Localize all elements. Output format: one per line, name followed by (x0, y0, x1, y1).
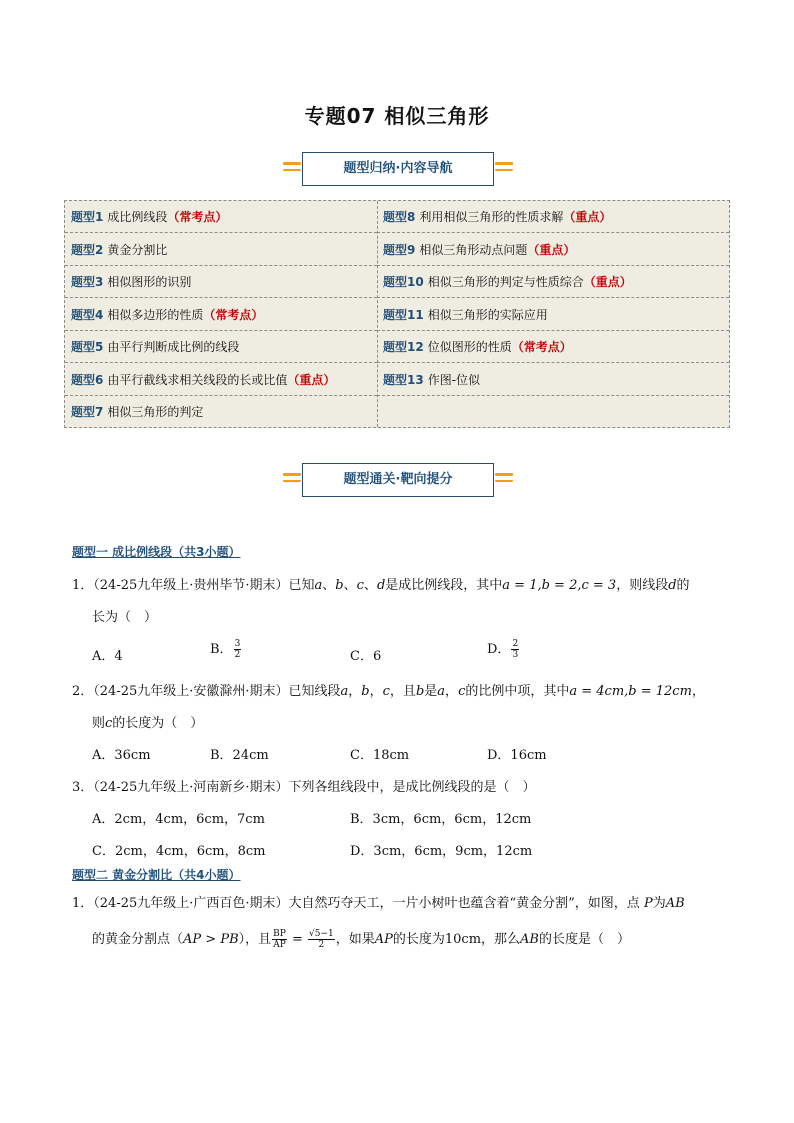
topic-tag: （重点） (563, 210, 612, 224)
option-a: A．4 (92, 649, 123, 664)
option-c: C．2cm，4cm，6cm，8cm (92, 844, 266, 859)
topic-tag: （重点） (287, 372, 336, 387)
section-banner-nav (302, 152, 494, 186)
nav-item-right-2[interactable] (377, 234, 729, 266)
topic-number: 题型4 (71, 307, 104, 322)
nav-item-left-3[interactable] (65, 266, 377, 298)
topic-number: 题型12 (383, 340, 424, 354)
nav-item-right-3[interactable] (377, 266, 729, 298)
section-heading-2: 题型二 黄金分割比（共4小题） (72, 868, 241, 882)
fraction: $\frac{2}{3}$ (512, 639, 519, 660)
topic-title: 相似三角形动点问题 (419, 242, 528, 257)
nav-item-left-6[interactable] (65, 364, 377, 396)
topic-tag: （重点） (527, 242, 576, 257)
topic-title: 相似三角形的实际应用 (427, 307, 548, 322)
fraction: $\frac{BP}{AP}$ (273, 929, 286, 950)
topic-number: 题型13 (383, 372, 424, 387)
nav-item-right-4[interactable] (377, 299, 729, 331)
banner-label: 题型通关·靶向提分 (343, 472, 453, 487)
topic-title: 相似多边形的性质 (107, 307, 204, 322)
option-c: C．6 (350, 649, 382, 664)
nav-item-left-4[interactable] (65, 299, 377, 331)
fraction: $\frac{√5-1}{2}$ (309, 929, 334, 950)
option-b: B．3cm，6cm，6cm，12cm (350, 812, 532, 827)
topic-number: 题型7 (71, 405, 104, 419)
option-a: A．36cm (92, 748, 151, 763)
nav-item-right-5[interactable] (377, 331, 729, 363)
question-1-1-line2: 长为（ ） (92, 610, 158, 625)
banner-deco-right (495, 162, 513, 175)
question-2-1-line2: 的黄金分割点（AP > PB），且 $\frac{BP}{AP}$ = $\frac{√5-1}{2}$ ，如果AP的长度为10cm，那么AB的长度是（ ） (92, 929, 631, 950)
topic-tag: （常考点） (167, 210, 228, 224)
nav-item-right-6[interactable] (377, 364, 729, 396)
option-d: D． $\frac{2}{3}$ (487, 639, 519, 660)
topic-number: 题型8 (383, 210, 416, 224)
topic-navigation-table (64, 200, 730, 428)
topic-title: 相似三角形的判定 (107, 405, 204, 419)
topic-tag: （常考点） (511, 340, 572, 354)
banner-deco-left (283, 473, 301, 486)
topic-number: 题型6 (71, 372, 104, 387)
topic-number: 题型3 (71, 275, 104, 289)
section-heading-1: 题型一 成比例线段（共3小题） (72, 545, 241, 559)
page-title: 专题07 相似三角形 (304, 104, 490, 128)
nav-item-right-1[interactable] (377, 201, 729, 233)
topic-tag: （重点） (583, 275, 632, 289)
topic-title: 由平行截线求相关线段的长或比值 (107, 372, 288, 387)
question-1-2-line2: 则c的长度为（ ） (92, 716, 204, 731)
nav-item-left-7[interactable] (65, 396, 377, 428)
topic-tag: （常考点） (203, 307, 264, 322)
topic-number: 题型11 (383, 307, 424, 322)
topic-title: 作图-位似 (427, 372, 481, 387)
nav-item-left-5[interactable] (65, 331, 377, 363)
option-d: D．16cm (487, 748, 547, 763)
topic-title: 由平行判断成比例的线段 (107, 340, 240, 354)
topic-title: 相似三角形的判定与性质综合 (427, 275, 584, 289)
banner-deco-left (283, 162, 301, 175)
topic-title: 黄金分割比 (107, 242, 168, 257)
option-c: C．18cm (350, 748, 410, 763)
question-1-2-line1: 2．（24-25九年级上·安徽滁州·期末）已知线段a，b，c，且b是a，c的比例中项，其中a = 4cm,b = 12cm， (72, 684, 705, 699)
topic-title: 相似图形的识别 (107, 275, 192, 289)
banner-deco-right (495, 473, 513, 486)
topic-number: 题型5 (71, 340, 104, 354)
option-b: B．24cm (210, 748, 269, 763)
question-1-3-line1: 3．（24-25九年级上·河南新乡·期末）下列各组线段中，是成比例线段的是（ ） (72, 780, 536, 795)
banner-label: 题型归纳·内容导航 (343, 161, 453, 176)
option-d: D．3cm，6cm，9cm，12cm (350, 844, 533, 859)
topic-title: 成比例线段 (107, 210, 168, 224)
option-a: A．2cm，4cm，6cm，7cm (92, 812, 265, 827)
topic-title: 利用相似三角形的性质求解 (419, 210, 564, 224)
question-1-1-line1: 1．（24-25九年级上·贵州毕节·期末）已知a、b、c、d是成比例线段，其中a = 1,b = 2,c = 3，则线段d的 (72, 578, 690, 593)
topic-title: 位似图形的性质 (427, 340, 512, 354)
topic-number: 题型2 (71, 242, 104, 257)
option-b: B． $\frac{3}{2}$ (210, 639, 241, 660)
question-2-1-line1: 1．（24-25九年级上·广西百色·期末）大自然巧夺天工，一片小树叶也蕴含着“黄金分割”，如图，点 P为AB (72, 896, 685, 911)
nav-empty-cell (377, 396, 729, 428)
topic-number: 题型10 (383, 275, 424, 289)
nav-item-left-1[interactable] (65, 201, 377, 233)
topic-number: 题型1 (71, 210, 104, 224)
topic-number: 题型9 (383, 242, 416, 257)
section-banner-practice (302, 463, 494, 497)
fraction: $\frac{3}{2}$ (234, 639, 241, 660)
nav-item-left-2[interactable] (65, 234, 377, 266)
